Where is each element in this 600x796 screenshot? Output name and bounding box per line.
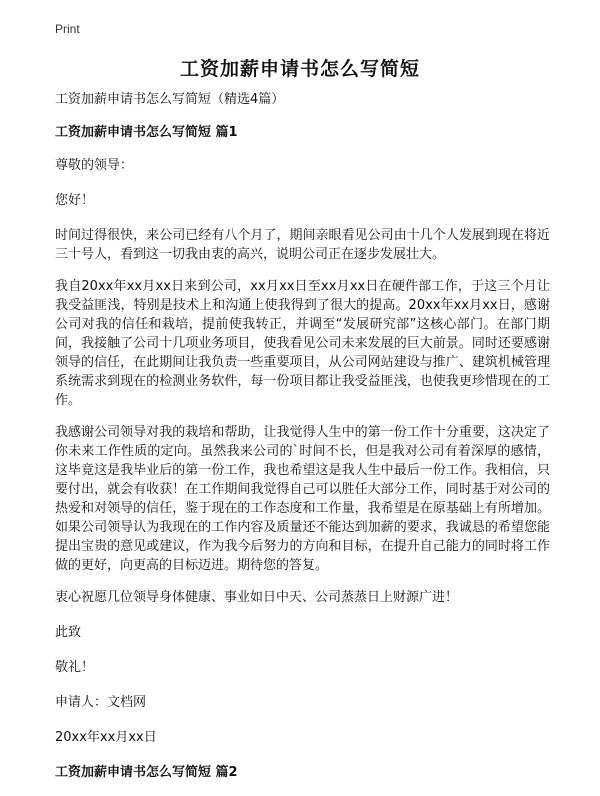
closing-line-2: 敬礼！ xyxy=(55,660,95,675)
closing-line-1: 此致 xyxy=(55,625,82,640)
document-title: 工资加薪申请书怎么写简短 xyxy=(179,58,420,80)
salutation: 尊敬的领导： xyxy=(55,158,134,173)
section-heading-2: 工资加薪申请书怎么写简短 篇2 xyxy=(55,765,238,780)
print-label: Print xyxy=(55,22,80,36)
body-paragraph-1: 时间过得很快，来公司已经有八个月了，期间亲眼看见公司由十几个人发展到现在将近三十号人，看到这一切我由衷的高兴，说明公司正在逐步发展壮大。 xyxy=(55,228,550,262)
section-heading-1: 工资加薪申请书怎么写简短 篇1 xyxy=(55,125,238,140)
document-subtitle: 工资加薪申请书怎么写简短（精选4篇） xyxy=(55,92,285,107)
date-line: 20xx年xx月xx日 xyxy=(55,730,157,745)
document-body xyxy=(55,90,550,796)
applicant-line: 申请人：文档网 xyxy=(55,695,147,710)
greeting: 您好！ xyxy=(55,193,95,208)
blessing-paragraph: 衷心祝愿几位领导身体健康、事业如日中天、公司蒸蒸日上财源广进！ xyxy=(55,590,459,605)
body-paragraph-2: 我自20xx年xx月xx日来到公司，xx月xx日至xx月xx日在硬件部工作，于这三个月让我受益匪浅，特别是技术上和沟通上使我得到了很大的提高。20xx年xx月xx日，感谢公司对我的信任和栽培，提前使我转正，并调至“发展研究部”这核心部门。在部门期间，我接触了公司十几项业务项目，使我看见公司未来发展的巨大前景。同时还要感谢领导的信任，在此期间让我负责一些重要项目，从公司网站建设与推广、建筑机械管理系统需求到现在的检测业务软件，每一份项目都让我受益匪浅，也使我更珍惜现在的工作。 xyxy=(55,279,550,408)
body-paragraph-3: 我感谢公司领导对我的栽培和帮助，让我觉得人生中的第一份工作十分重要，这决定了你未来工作性质的定向。虽然我来公司的`时间不长，但是我对公司有着深厚的感情，这毕竟这是我毕业后的第一份工作，我也希望这是我人生中最后一份工作。我相信，只要付出，就会有收获！在工作期间我觉得自己可以胜任大部分工作，同时基于对公司的热爱和对领导的信任，鉴于现在的工作态度和工作量，我希望是在原基础上有所增加。如果公司领导认为我现在的工作内容及质量还不能达到加薪的要求，我诚恳的希望您能提出宝贵的意见或建议，作为我今后努力的方向和目标，在提升自己能力的同时将工作做的更好，向更高的目标迈进。期待您的答复。 xyxy=(55,425,550,573)
